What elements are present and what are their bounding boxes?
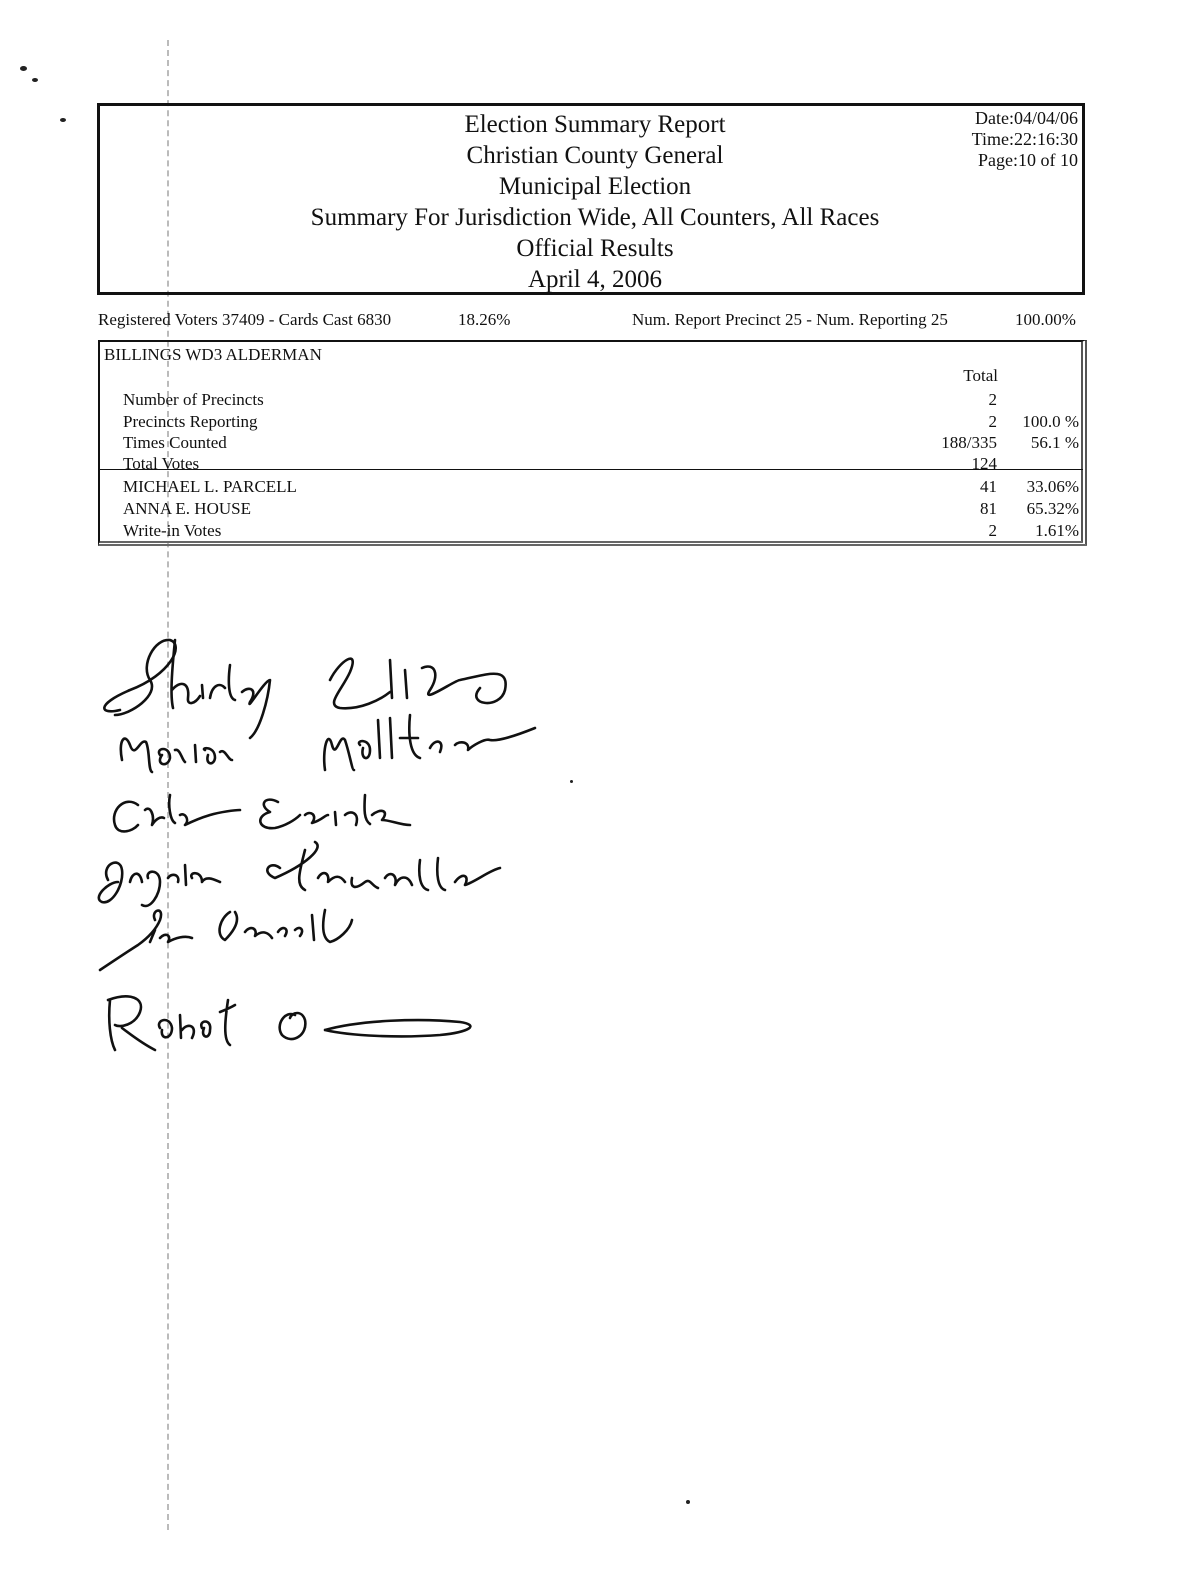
official-results-line: Official Results [516,235,674,262]
table-divider [100,469,1083,470]
total-column-header: Total [963,366,998,385]
scan-speck [32,78,38,82]
candidate-votes: 2 [988,521,997,540]
report-title-block [100,109,1090,295]
report-page: Page:10 of 10 [978,150,1078,170]
signature-block [60,620,580,1080]
election-date-line: April 4, 2006 [527,266,663,293]
stat-value: 2 [988,412,997,431]
stat-label: Times Counted [123,433,227,452]
candidate-name: Write-in Votes [123,521,222,540]
stat-row [100,389,1083,411]
signature-lisa-russell [100,910,352,970]
scan-speck [60,118,66,122]
candidate-name: ANNA E. HOUSE [123,499,251,518]
turnout-percent: 18.26% [458,310,511,329]
stat-row [100,432,1083,454]
signature-marian-matthews [121,715,535,772]
report-time: Time:22:16:30 [971,129,1078,149]
election-line: Municipal Election [498,173,692,200]
report-title: Election Summary Report [464,111,726,138]
stat-percent: 100.0 % [1022,412,1079,431]
stat-percent: 56.1 % [1030,433,1079,452]
scan-speck [686,1500,690,1504]
signature-robert-o [108,996,470,1050]
race-results-table [98,340,1087,546]
reporting-percent: 100.00% [1015,310,1076,329]
signature-angela-trumble [99,842,500,906]
candidate-row [100,476,1083,498]
stat-label: Total Votes [123,454,200,473]
signature-shirley-little [104,640,505,738]
candidate-percent: 1.61% [1035,521,1079,540]
race-title: BILLINGS WD3 ALDERMAN [104,345,322,364]
handwritten-signatures [60,620,580,1080]
candidate-percent: 65.32% [1026,499,1079,518]
candidate-percent: 33.06% [1026,477,1079,496]
candidate-row [100,520,1083,542]
stat-label: Precincts Reporting [123,412,258,431]
scan-speck [20,66,27,71]
candidate-votes: 81 [980,499,997,518]
candidate-votes: 41 [980,477,997,496]
stat-label: Number of Precincts [123,390,264,409]
stat-value: 188/335 [941,433,997,452]
stat-value: 124 [971,454,997,473]
county-line: Christian County General [466,142,724,169]
signature-carla-essick [114,795,410,831]
stat-row [100,453,1083,475]
candidate-name: MICHAEL L. PARCELL [123,477,297,496]
candidate-row [100,498,1083,520]
stat-value: 2 [988,390,997,409]
report-header [97,103,1085,295]
summary-scope-line: Summary For Jurisdiction Wide, All Counters, All Races [310,204,880,231]
precinct-reporting: Num. Report Precinct 25 - Num. Reporting 25 [632,310,948,329]
stat-row [100,411,1083,433]
report-date: Date:04/04/06 [975,108,1078,128]
registered-voters: Registered Voters 37409 - Cards Cast 6830 [98,310,392,329]
report-meta [972,108,1078,171]
